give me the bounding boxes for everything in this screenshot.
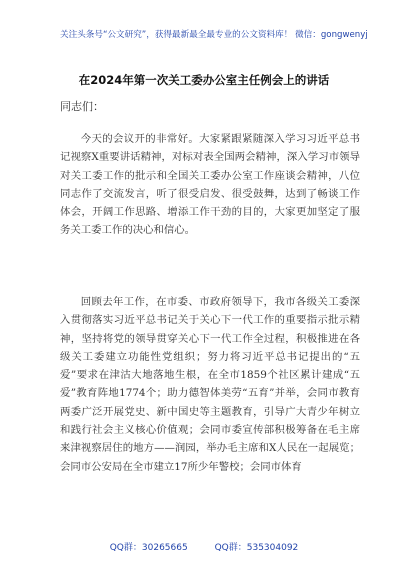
header-banner: 关注头条号“公文研究”，获得最新最全最专业的公文资料库！ 微信：gongwenyj [60, 30, 368, 40]
footer-qq-group-1: QQ群：30265665 [109, 543, 188, 553]
paragraph-1: 今天的会议开的非常好。大家紧跟紧随深入学习习近平总书记视察X重要讲话精神，对标对表全国两会精神，深入学习市领导对关工委工作的批示和全国关工委办公室工作座谈会精神，八位同志作了交流发言，听了很受启发、很受鼓舞，达到了畅谈工作体会，开阔工作思路、增添工作干劲的目的，大家更加坚定了服务关工委工作的决心和信心。 [60, 133, 360, 237]
footer-qq-group-2: QQ群：535304092 [214, 543, 299, 553]
salutation: 同志们： [60, 100, 104, 113]
footer [0, 540, 408, 553]
document-title: 在2024年第一次关工委办公室主任例会上的讲话 [78, 73, 330, 87]
paragraph-2: 回顾去年工作，在市委、市政府领导下，我市各级关工委深入贯彻落实习近平总书记关于关心下一代工作的重要指示批示精神，坚持将党的领导贯穿关心下一代工作全过程，积极推进在各级关工委建立功能性党组织；努力将习近平总书记提出的“五爱”要求在津沽大地落地生根，在全市1859个社区累计建成“五爱”教育阵地1774个；助力德智体美劳“五育”并举，会同市教育两委广泛开展党史、新中国史等主题教育，引导广大青少年树立和践行社会主义核心价值观；会同市委宣传部积极筹备在毛主席来津视察居住的地方——润园，举办毛主席和X人民在一起展览；会同市公安局在全市建立17所少年警校；会同市体育 [60, 296, 360, 473]
